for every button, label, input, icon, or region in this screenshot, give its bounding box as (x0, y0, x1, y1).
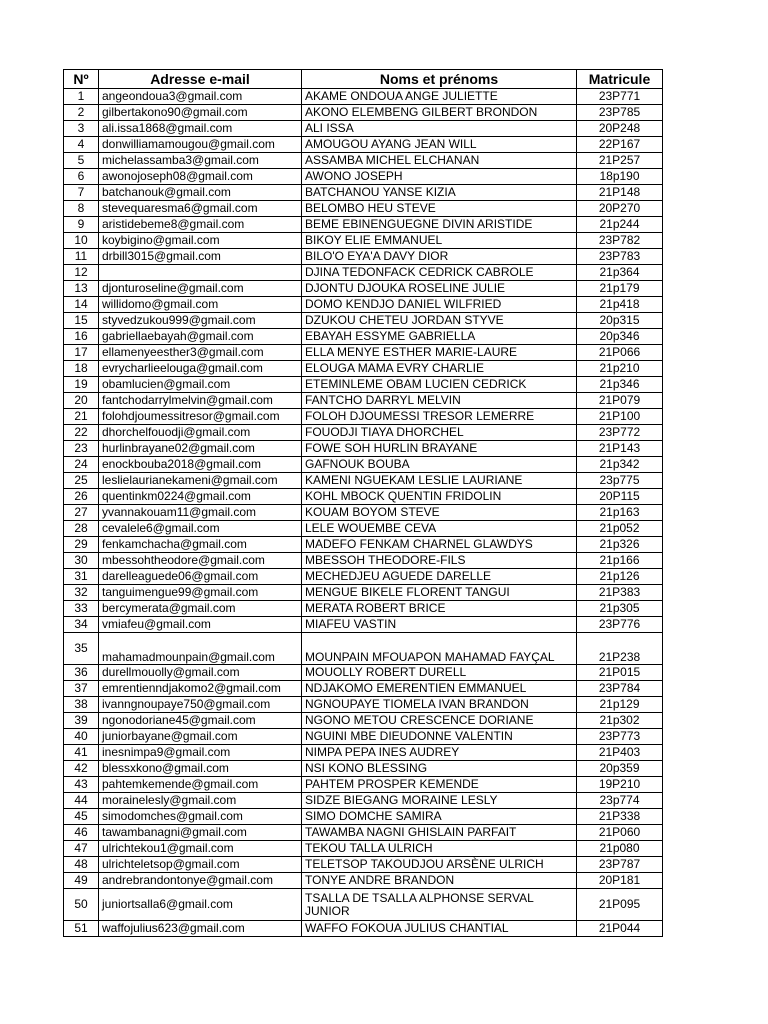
table-row (64, 729, 663, 745)
matricule-cell: 21P100 (577, 409, 663, 425)
number-cell: 49 (64, 873, 99, 889)
number-cell: 22 (64, 425, 99, 441)
table-row (64, 153, 663, 169)
email-cell: stevequaresma6@gmail.com (99, 201, 302, 217)
header-email: Adresse e-mail (99, 70, 302, 89)
email-cell: ali.issa1868@gmail.com (99, 121, 302, 137)
matricule-cell: 21p342 (577, 457, 663, 473)
name-cell: DZUKOU CHETEU JORDAN STYVE (302, 313, 577, 329)
table-row (64, 409, 663, 425)
name-cell: NSI KONO BLESSING (302, 761, 577, 777)
email-cell: obamlucien@gmail.com (99, 377, 302, 393)
number-cell: 36 (64, 665, 99, 681)
table-row (64, 745, 663, 761)
email-cell: angeondoua3@gmail.com (99, 89, 302, 105)
number-cell: 41 (64, 745, 99, 761)
matricule-cell: 18p190 (577, 169, 663, 185)
matricule-cell: 21P015 (577, 665, 663, 681)
table-row (64, 585, 663, 601)
matricule-cell: 21P066 (577, 345, 663, 361)
number-cell: 33 (64, 601, 99, 617)
email-cell: folohdjoumessitresor@gmail.com (99, 409, 302, 425)
email-cell: morainelesly@gmail.com (99, 793, 302, 809)
matricule-cell: 20P181 (577, 873, 663, 889)
number-cell: 20 (64, 393, 99, 409)
email-cell: andrebrandontonye@gmail.com (99, 873, 302, 889)
name-cell: GAFNOUK BOUBA (302, 457, 577, 473)
name-cell: FANTCHO DARRYL MELVIN (302, 393, 577, 409)
table-row (64, 857, 663, 873)
email-cell: gabriellaebayah@gmail.com (99, 329, 302, 345)
table-row (64, 553, 663, 569)
matricule-cell: 23p775 (577, 473, 663, 489)
table-row (64, 809, 663, 825)
matricule-cell: 20P248 (577, 121, 663, 137)
name-cell: DJONTU DJOUKA ROSELINE JULIE (302, 281, 577, 297)
name-cell: TAWAMBA NAGNI GHISLAIN PARFAIT (302, 825, 577, 841)
number-cell: 43 (64, 777, 99, 793)
matricule-cell: 23P782 (577, 233, 663, 249)
name-cell: FOLOH DJOUMESSI TRESOR LEMERRE (302, 409, 577, 425)
matricule-cell: 22P167 (577, 137, 663, 153)
email-cell: donwilliamamougou@gmail.com (99, 137, 302, 153)
table-body (64, 89, 663, 937)
number-cell: 16 (64, 329, 99, 345)
matricule-cell: 20P115 (577, 489, 663, 505)
matricule-cell: 21p346 (577, 377, 663, 393)
email-cell: hurlinbrayane02@gmail.com (99, 441, 302, 457)
matricule-cell: 23P787 (577, 857, 663, 873)
email-cell: awonojoseph08@gmail.com (99, 169, 302, 185)
number-cell: 46 (64, 825, 99, 841)
matricule-cell: 21p080 (577, 841, 663, 857)
table-row (64, 777, 663, 793)
matricule-cell: 20p315 (577, 313, 663, 329)
email-cell: fenkamchacha@gmail.com (99, 537, 302, 553)
number-cell: 14 (64, 297, 99, 313)
email-cell: mahamadmounpain@gmail.com (99, 633, 302, 665)
matricule-cell: 21p210 (577, 361, 663, 377)
matricule-cell: 21P060 (577, 825, 663, 841)
name-cell: NDJAKOMO EMERENTIEN EMMANUEL (302, 681, 577, 697)
number-cell: 32 (64, 585, 99, 601)
name-cell: MOUOLLY ROBERT DURELL (302, 665, 577, 681)
email-cell: fantchodarrylmelvin@gmail.com (99, 393, 302, 409)
email-cell: inesnimpa9@gmail.com (99, 745, 302, 761)
table-row (64, 441, 663, 457)
number-cell: 17 (64, 345, 99, 361)
table-row (64, 521, 663, 537)
number-cell: 51 (64, 921, 99, 937)
table-row (64, 873, 663, 889)
number-cell: 38 (64, 697, 99, 713)
matricule-cell: 20p359 (577, 761, 663, 777)
student-roster-table (63, 69, 663, 937)
table-row (64, 265, 663, 281)
name-cell: NGONO METOU CRESCENCE DORIANE (302, 713, 577, 729)
table-row (64, 89, 663, 105)
name-cell: MENGUE BIKELE FLORENT TANGUI (302, 585, 577, 601)
email-cell: gilbertakono90@gmail.com (99, 105, 302, 121)
table-row (64, 489, 663, 505)
matricule-cell: 21P238 (577, 633, 663, 665)
table-row (64, 761, 663, 777)
name-cell: MBESSOH THEODORE-FILS (302, 553, 577, 569)
matricule-cell: 19P210 (577, 777, 663, 793)
name-cell: TSALLA DE TSALLA ALPHONSE SERVAL JUNIOR (302, 889, 577, 921)
table-row (64, 457, 663, 473)
table-row (64, 313, 663, 329)
email-cell: willidomo@gmail.com (99, 297, 302, 313)
table-row (64, 281, 663, 297)
email-cell: pahtemkemende@gmail.com (99, 777, 302, 793)
table-row (64, 201, 663, 217)
name-cell: MADEFO FENKAM CHARNEL GLAWDYS (302, 537, 577, 553)
name-cell: ASSAMBA MICHEL ELCHANAN (302, 153, 577, 169)
name-cell: BELOMBO HEU STEVE (302, 201, 577, 217)
table-row (64, 505, 663, 521)
email-cell: aristidebeme8@gmail.com (99, 217, 302, 233)
table-row (64, 105, 663, 121)
number-cell: 10 (64, 233, 99, 249)
email-cell: koybigino@gmail.com (99, 233, 302, 249)
table-row (64, 617, 663, 633)
matricule-cell: 23P772 (577, 425, 663, 441)
table-row (64, 921, 663, 937)
matricule-cell: 21p129 (577, 697, 663, 713)
email-cell: cevalele6@gmail.com (99, 521, 302, 537)
email-cell: michelassamba3@gmail.com (99, 153, 302, 169)
matricule-cell: 21p364 (577, 265, 663, 281)
number-cell: 8 (64, 201, 99, 217)
number-cell: 24 (64, 457, 99, 473)
number-cell: 34 (64, 617, 99, 633)
matricule-cell: 21p305 (577, 601, 663, 617)
number-cell: 7 (64, 185, 99, 201)
name-cell: SIMO DOMCHE SAMIRA (302, 809, 577, 825)
email-cell: vmiafeu@gmail.com (99, 617, 302, 633)
table-row (64, 681, 663, 697)
name-cell: MERATA ROBERT BRICE (302, 601, 577, 617)
matricule-cell: 21p163 (577, 505, 663, 521)
table-row (64, 537, 663, 553)
table-row (64, 841, 663, 857)
number-cell: 21 (64, 409, 99, 425)
table-row (64, 473, 663, 489)
name-cell: AKAME ONDOUA ANGE JULIETTE (302, 89, 577, 105)
number-cell: 30 (64, 553, 99, 569)
matricule-cell: 21P383 (577, 585, 663, 601)
number-cell: 39 (64, 713, 99, 729)
email-cell: quentinkm0224@gmail.com (99, 489, 302, 505)
number-cell: 27 (64, 505, 99, 521)
email-cell: dhorchelfouodji@gmail.com (99, 425, 302, 441)
email-cell: enockbouba2018@gmail.com (99, 457, 302, 473)
email-cell: durellmouolly@gmail.com (99, 665, 302, 681)
table-row (64, 377, 663, 393)
table-row (64, 393, 663, 409)
matricule-cell: 21p126 (577, 569, 663, 585)
email-cell: blessxkono@gmail.com (99, 761, 302, 777)
matricule-cell: 21P338 (577, 809, 663, 825)
name-cell: BATCHANOU YANSE KIZIA (302, 185, 577, 201)
name-cell: MECHEDJEU AGUEDE DARELLE (302, 569, 577, 585)
matricule-cell: 21p326 (577, 537, 663, 553)
number-cell: 50 (64, 889, 99, 921)
email-cell: ulrichtekou1@gmail.com (99, 841, 302, 857)
matricule-cell: 23P785 (577, 105, 663, 121)
email-cell: juniortsalla6@gmail.com (99, 889, 302, 921)
email-cell: tanguimengue99@gmail.com (99, 585, 302, 601)
table-row (64, 793, 663, 809)
number-cell: 35 (64, 633, 99, 665)
email-cell: emrentienndjakomo2@gmail.com (99, 681, 302, 697)
matricule-cell: 23P776 (577, 617, 663, 633)
name-cell: AWONO JOSEPH (302, 169, 577, 185)
email-cell: ngonodoriane45@gmail.com (99, 713, 302, 729)
matricule-cell: 23p774 (577, 793, 663, 809)
matricule-cell: 21p166 (577, 553, 663, 569)
matricule-cell: 20p346 (577, 329, 663, 345)
number-cell: 12 (64, 265, 99, 281)
name-cell: EBAYAH ESSYME GABRIELLA (302, 329, 577, 345)
matricule-cell: 21p418 (577, 297, 663, 313)
matricule-cell: 21P079 (577, 393, 663, 409)
email-cell: simodomches@gmail.com (99, 809, 302, 825)
table-row (64, 249, 663, 265)
number-cell: 48 (64, 857, 99, 873)
table-row (64, 713, 663, 729)
number-cell: 28 (64, 521, 99, 537)
matricule-cell: 20P270 (577, 201, 663, 217)
name-cell: ETEMINLEME OBAM LUCIEN CEDRICK (302, 377, 577, 393)
name-cell: LELE WOUEMBE CEVA (302, 521, 577, 537)
table-row (64, 425, 663, 441)
number-cell: 19 (64, 377, 99, 393)
name-cell: BEME EBINENGUEGNE DIVIN ARISTIDE (302, 217, 577, 233)
matricule-cell: 21P044 (577, 921, 663, 937)
matricule-cell: 23P784 (577, 681, 663, 697)
name-cell: KOHL MBOCK QUENTIN FRIDOLIN (302, 489, 577, 505)
number-cell: 31 (64, 569, 99, 585)
header-row (64, 70, 663, 89)
email-cell: ulrichteletsop@gmail.com (99, 857, 302, 873)
matricule-cell: 21P095 (577, 889, 663, 921)
table-row (64, 697, 663, 713)
email-cell: ivanngnoupaye750@gmail.com (99, 697, 302, 713)
number-cell: 40 (64, 729, 99, 745)
matricule-cell: 21p302 (577, 713, 663, 729)
matricule-cell: 23P771 (577, 89, 663, 105)
matricule-cell: 23P773 (577, 729, 663, 745)
email-cell: ellamenyeesther3@gmail.com (99, 345, 302, 361)
name-cell: MIAFEU VASTIN (302, 617, 577, 633)
name-cell: AKONO ELEMBENG GILBERT BRONDON (302, 105, 577, 121)
name-cell: BIKOY ELIE EMMANUEL (302, 233, 577, 249)
number-cell: 2 (64, 105, 99, 121)
name-cell: TEKOU TALLA ULRICH (302, 841, 577, 857)
number-cell: 9 (64, 217, 99, 233)
header-full-name: Noms et prénoms (302, 70, 577, 89)
number-cell: 47 (64, 841, 99, 857)
table-row (64, 569, 663, 585)
table-row (64, 217, 663, 233)
email-cell: drbill3015@gmail.com (99, 249, 302, 265)
name-cell: PAHTEM PROSPER KEMENDE (302, 777, 577, 793)
number-cell: 6 (64, 169, 99, 185)
number-cell: 44 (64, 793, 99, 809)
email-cell: bercymerata@gmail.com (99, 601, 302, 617)
number-cell: 13 (64, 281, 99, 297)
table-row (64, 601, 663, 617)
name-cell: SIDZE BIEGANG MORAINE LESLY (302, 793, 577, 809)
matricule-cell: 21P403 (577, 745, 663, 761)
header-number: Nº (64, 70, 99, 89)
email-cell: djonturoseline@gmail.com (99, 281, 302, 297)
table-row (64, 169, 663, 185)
name-cell: ELLA MENYE ESTHER MARIE-LAURE (302, 345, 577, 361)
matricule-cell: 23P783 (577, 249, 663, 265)
table-row (64, 889, 663, 921)
name-cell: DOMO KENDJO DANIEL WILFRIED (302, 297, 577, 313)
email-cell: yvannakouam11@gmail.com (99, 505, 302, 521)
number-cell: 26 (64, 489, 99, 505)
number-cell: 25 (64, 473, 99, 489)
name-cell: TELETSOP TAKOUDJOU ARSÈNE ULRICH (302, 857, 577, 873)
table-row (64, 233, 663, 249)
name-cell: NIMPA PEPA INES AUDREY (302, 745, 577, 761)
name-cell: TONYE ANDRE BRANDON (302, 873, 577, 889)
table-header (64, 70, 663, 89)
name-cell: BILO'O EYA'A DAVY DIOR (302, 249, 577, 265)
email-cell: juniorbayane@gmail.com (99, 729, 302, 745)
email-cell: evrycharlieelouga@gmail.com (99, 361, 302, 377)
header-matricule: Matricule (577, 70, 663, 89)
number-cell: 37 (64, 681, 99, 697)
email-cell: styvedzukou999@gmail.com (99, 313, 302, 329)
name-cell: KOUAM BOYOM STEVE (302, 505, 577, 521)
email-cell: mbessohtheodore@gmail.com (99, 553, 302, 569)
name-cell: NGUINI MBE DIEUDONNE VALENTIN (302, 729, 577, 745)
matricule-cell: 21P257 (577, 153, 663, 169)
number-cell: 18 (64, 361, 99, 377)
email-cell: batchanouk@gmail.com (99, 185, 302, 201)
table-row (64, 297, 663, 313)
table-row (64, 137, 663, 153)
matricule-cell: 21P143 (577, 441, 663, 457)
number-cell: 42 (64, 761, 99, 777)
matricule-cell: 21p244 (577, 217, 663, 233)
email-cell: tawambanagni@gmail.com (99, 825, 302, 841)
matricule-cell: 21p179 (577, 281, 663, 297)
name-cell: NGNOUPAYE TIOMELA IVAN BRANDON (302, 697, 577, 713)
number-cell: 23 (64, 441, 99, 457)
email-cell: darelleaguede06@gmail.com (99, 569, 302, 585)
number-cell: 29 (64, 537, 99, 553)
name-cell: MOUNPAIN MFOUAPON MAHAMAD FAYÇAL (302, 633, 577, 665)
number-cell: 15 (64, 313, 99, 329)
number-cell: 1 (64, 89, 99, 105)
name-cell: FOWE SOH HURLIN BRAYANE (302, 441, 577, 457)
name-cell: KAMENI NGUEKAM LESLIE LAURIANE (302, 473, 577, 489)
email-cell (99, 265, 302, 281)
number-cell: 45 (64, 809, 99, 825)
table-row (64, 361, 663, 377)
table-row (64, 665, 663, 681)
table-row (64, 633, 663, 665)
table-row (64, 345, 663, 361)
table-row (64, 329, 663, 345)
matricule-cell: 21P148 (577, 185, 663, 201)
matricule-cell: 21p052 (577, 521, 663, 537)
email-cell: leslielaurianekameni@gmail.com (99, 473, 302, 489)
name-cell: AMOUGOU AYANG JEAN WILL (302, 137, 577, 153)
table-row (64, 121, 663, 137)
number-cell: 11 (64, 249, 99, 265)
table-row (64, 185, 663, 201)
number-cell: 4 (64, 137, 99, 153)
name-cell: ELOUGA MAMA EVRY CHARLIE (302, 361, 577, 377)
name-cell: FOUODJI TIAYA DHORCHEL (302, 425, 577, 441)
number-cell: 3 (64, 121, 99, 137)
email-cell: waffojulius623@gmail.com (99, 921, 302, 937)
name-cell: ALI ISSA (302, 121, 577, 137)
name-cell: DJINA TEDONFACK CEDRICK CABROLE (302, 265, 577, 281)
name-cell: WAFFO FOKOUA JULIUS CHANTIAL (302, 921, 577, 937)
table-row (64, 825, 663, 841)
number-cell: 5 (64, 153, 99, 169)
